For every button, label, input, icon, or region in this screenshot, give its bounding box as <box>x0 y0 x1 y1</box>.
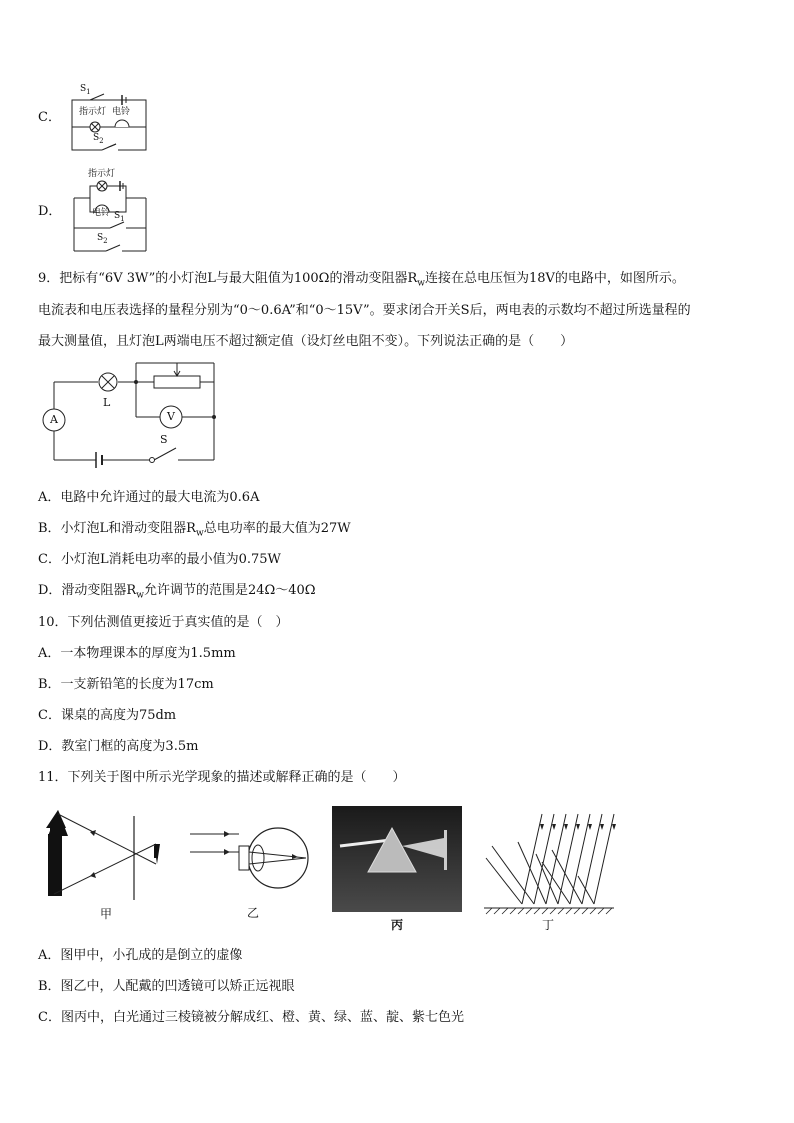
q9-lamp-label: L <box>103 396 111 409</box>
q11-option-b: B．图乙中，人配戴的凹透镜可以矫正远视眼 <box>38 979 295 994</box>
q11-figure-ding-reflection <box>482 810 616 914</box>
q9-option-a: A．电路中允许通过的最大电流为0.6A <box>38 490 260 505</box>
q9-stem-line3: 最大测量值，且灯泡L两端电压不超过额定值（设灯丝电阻不变）。下列说法正确的是（ ） <box>38 334 574 349</box>
q8-d-lamp-label: 指示灯 <box>88 169 116 179</box>
q9-option-c: C．小灯泡L消耗电功率的最小值为0.75W <box>38 552 281 567</box>
q11-figure-bing-prism <box>332 806 462 912</box>
q8-d-s1-label: $S_1$ <box>114 211 125 223</box>
q11-fig-jia-caption: 甲 <box>99 907 112 921</box>
q9-option-b: B．小灯泡L和滑动变阻器$R_w$总电功率的最大值为27W <box>38 521 351 539</box>
q8-c-bell-label: 电铃 <box>112 107 131 117</box>
q10-stem: 10．下列估测值更接近于真实值的是（ ） <box>38 615 289 630</box>
q11-fig-yi-caption: 乙 <box>246 906 259 920</box>
q9-stem-line1: 9．把标有“6V 3W”的小灯泡L与最大阻值为100Ω的滑动变阻器$R_w$连接在总电压恒为18V的电路中，如图所示。 <box>38 271 685 289</box>
q8-d-s2-label: $S_2$ <box>97 233 108 245</box>
q11-option-c: C．图丙中，白光通过三棱镜被分解成红、橙、黄、绿、蓝、靛、紫七色光 <box>38 1010 464 1025</box>
q8-c-s2-label: $S_2$ <box>93 133 104 145</box>
q10-option-d: D．教室门框的高度为3.5m <box>38 739 199 754</box>
q11-figure-jia-pinhole <box>44 808 168 902</box>
q11-fig-bing-caption: 丙 <box>390 918 403 932</box>
q8-d-bell-label: 电铃 <box>92 208 111 218</box>
q11-fig-ding-caption: 丁 <box>541 918 554 932</box>
q9-option-d: D．滑动变阻器$R_w$允许调节的范围是24Ω～40Ω <box>38 583 316 601</box>
q10-option-c: C．课桌的高度为75dm <box>38 708 177 723</box>
q8-c-lamp-label: 指示灯 <box>79 107 107 117</box>
q9-stem-line2: 电流表和电压表选择的量程分别为“0～0.6A”和“0～15V”。要求闭合开关S后，两电表的示数均不超过所选量程的 <box>38 303 691 318</box>
q11-option-a: A．图甲中，小孔成的是倒立的虚像 <box>38 948 243 963</box>
q10-option-b: B．一支新铅笔的长度为17cm <box>38 677 214 692</box>
q9-circuit-diagram <box>38 360 228 470</box>
q10-option-a: A．一本物理课本的厚度为1.5mm <box>38 646 236 661</box>
q11-figure-yi-eye <box>188 824 316 896</box>
q11-stem: 11．下列关于图中所示光学现象的描述或解释正确的是（ ） <box>38 770 406 785</box>
q9-ammeter-label: A <box>50 413 58 426</box>
q8-option-c-label: C． <box>38 110 61 125</box>
q8-option-d-label: D． <box>38 204 62 219</box>
q8-c-s1-label: $S_1$ <box>80 84 91 96</box>
q9-switch-label: S <box>160 433 168 446</box>
q9-voltmeter-label: V <box>167 410 175 423</box>
